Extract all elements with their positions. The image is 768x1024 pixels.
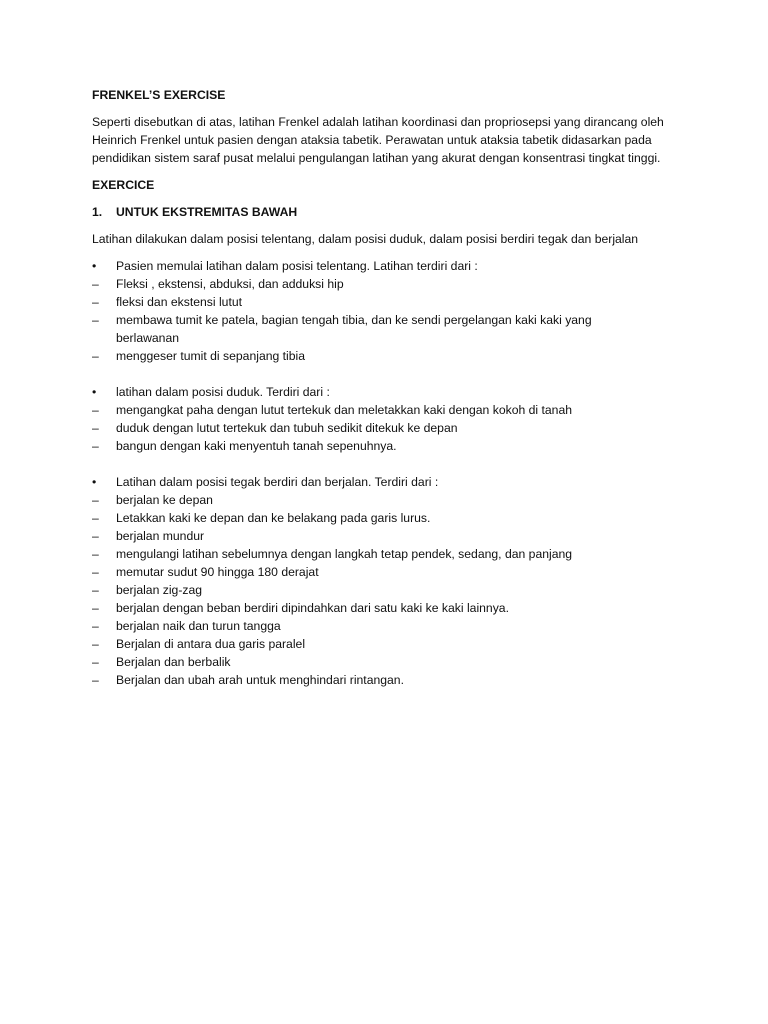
bullet-item bbox=[92, 383, 692, 401]
dash-item-text: Berjalan di antara dua garis paralel bbox=[116, 637, 306, 651]
dash-item bbox=[92, 563, 692, 581]
dash-icon: – bbox=[92, 655, 99, 669]
dash-item-text: duduk dengan lutut tertekuk dan tubuh sedikit ditekuk ke depan bbox=[116, 421, 458, 435]
dash-item bbox=[92, 545, 692, 563]
intro-paragraph: Seperti disebutkan di atas, latihan Frenkel adalah latihan koordinasi dan propriosepsi yang dirancang oleh Heinrich Frenkel untuk pasien dengan ataksia tabetik. Perawatan untuk ataksia tabetik didasarkan pada pendidikan sistem saraf pusat melalui pengulangan latihan yang akurat dengan konsentrasi tingkat tinggi. bbox=[92, 115, 664, 165]
dash-item-text: Berjalan dan berbalik bbox=[116, 655, 231, 669]
dash-item bbox=[92, 617, 692, 635]
document-title: FRENKEL’S EXERCISE bbox=[92, 88, 226, 102]
dash-item bbox=[92, 581, 692, 599]
numbered-heading-text: UNTUK EKSTREMITAS BAWAH bbox=[116, 205, 298, 219]
numbered-heading bbox=[92, 203, 692, 221]
dash-item-text: Fleksi , ekstensi, abduksi, dan adduksi hip bbox=[116, 277, 344, 291]
dash-item bbox=[92, 293, 692, 311]
dash-icon: – bbox=[92, 493, 99, 507]
dash-icon: – bbox=[92, 421, 99, 435]
dash-icon: – bbox=[92, 637, 99, 651]
dash-icon: – bbox=[92, 529, 99, 543]
dash-item bbox=[92, 653, 692, 671]
dash-item-text: mengulangi latihan sebelumnya dengan langkah tetap pendek, sedang, dan panjang bbox=[116, 547, 573, 561]
dash-item bbox=[92, 509, 692, 527]
dash-item-text: berjalan naik dan turun tangga bbox=[116, 619, 281, 633]
dash-icon: – bbox=[92, 583, 99, 597]
dash-item bbox=[92, 437, 692, 455]
dash-item-text: Letakkan kaki ke depan dan ke belakang pada garis lurus. bbox=[116, 511, 431, 525]
exercise-section bbox=[92, 473, 692, 689]
dash-item bbox=[92, 311, 692, 347]
bullet-text: Latihan dalam posisi tegak berdiri dan berjalan. Terdiri dari : bbox=[116, 475, 439, 489]
exercice-heading: EXERCICE bbox=[92, 178, 155, 192]
dash-item bbox=[92, 527, 692, 545]
exercise-section bbox=[92, 383, 692, 455]
bullet-text: latihan dalam posisi duduk. Terdiri dari : bbox=[116, 385, 330, 399]
bullet-icon: • bbox=[92, 259, 97, 273]
dash-item-text: menggeser tumit di sepanjang tibia bbox=[116, 349, 306, 363]
dash-item bbox=[92, 491, 692, 509]
dash-item-text: Berjalan dan ubah arah untuk menghindari rintangan. bbox=[116, 673, 404, 687]
dash-item-text: berjalan zig-zag bbox=[116, 583, 203, 597]
dash-item bbox=[92, 635, 692, 653]
dash-icon: – bbox=[92, 439, 99, 453]
dash-item bbox=[92, 275, 692, 293]
numbered-heading-number: 1. bbox=[92, 205, 103, 219]
dash-icon: – bbox=[92, 403, 99, 417]
bullet-icon: • bbox=[92, 385, 97, 399]
bullet-text: Pasien memulai latihan dalam posisi telentang. Latihan terdiri dari : bbox=[116, 259, 478, 273]
bullet-item bbox=[92, 473, 692, 491]
dash-icon: – bbox=[92, 619, 99, 633]
dash-icon: – bbox=[92, 601, 99, 615]
dash-icon: – bbox=[92, 547, 99, 561]
exercise-section bbox=[92, 257, 692, 365]
dash-item-text: berjalan mundur bbox=[116, 529, 205, 543]
dash-item bbox=[92, 419, 692, 437]
dash-item-text: bangun dengan kaki menyentuh tanah sepenuhnya. bbox=[116, 439, 397, 453]
exercise-sections bbox=[92, 257, 692, 689]
dash-icon: – bbox=[92, 277, 99, 291]
dash-item bbox=[92, 347, 692, 365]
bullet-icon: • bbox=[92, 475, 97, 489]
dash-item bbox=[92, 671, 692, 689]
dash-icon: – bbox=[92, 349, 99, 363]
dash-icon: – bbox=[92, 565, 99, 579]
dash-item-text: fleksi dan ekstensi lutut bbox=[116, 295, 243, 309]
dash-item-text: memutar sudut 90 hingga 180 derajat bbox=[116, 565, 319, 579]
dash-item-text: berjalan dengan beban berdiri dipindahkan dari satu kaki ke kaki lainnya. bbox=[116, 601, 509, 615]
lead-paragraph: Latihan dilakukan dalam posisi telentang, dalam posisi duduk, dalam posisi berdiri tegak dan berjalan bbox=[92, 232, 639, 246]
dash-icon: – bbox=[92, 511, 99, 525]
dash-item-text: membawa tumit ke patela, bagian tengah tibia, dan ke sendi pergelangan kaki kaki yang berlawanan bbox=[116, 313, 592, 345]
dash-icon: – bbox=[92, 673, 99, 687]
document-page bbox=[92, 86, 692, 707]
dash-item-text: mengangkat paha dengan lutut tertekuk dan meletakkan kaki dengan kokoh di tanah bbox=[116, 403, 573, 417]
dash-icon: – bbox=[92, 295, 99, 309]
dash-item-text: berjalan ke depan bbox=[116, 493, 213, 507]
dash-item bbox=[92, 401, 692, 419]
dash-icon: – bbox=[92, 313, 99, 327]
bullet-item bbox=[92, 257, 692, 275]
dash-item bbox=[92, 599, 692, 617]
